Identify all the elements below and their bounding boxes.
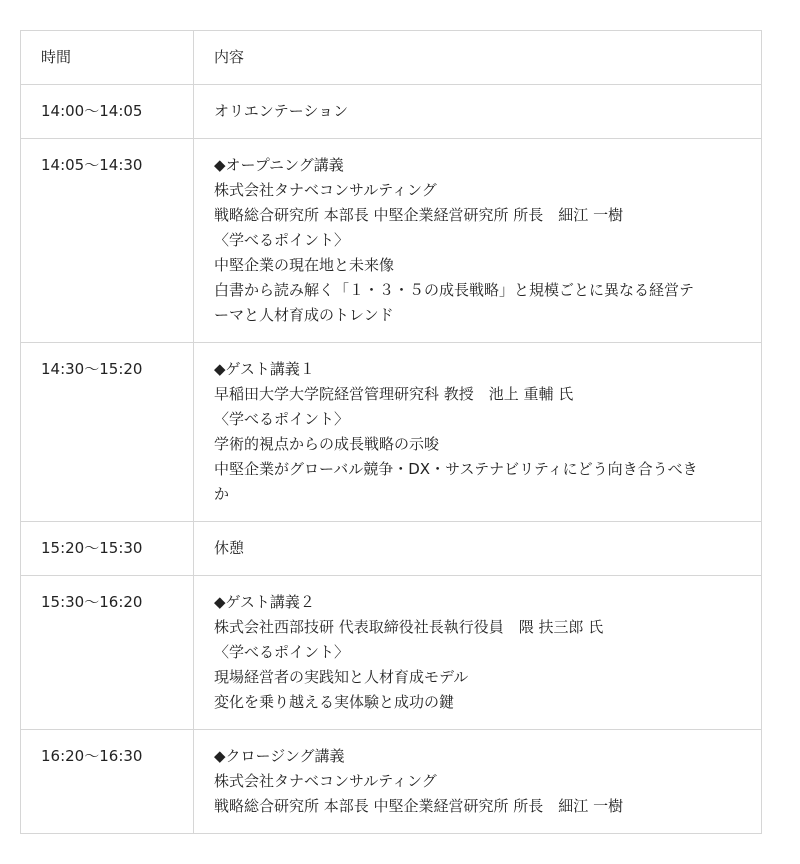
content-line: 現場経営者の実践知と人材育成モデル: [214, 668, 469, 686]
content-line: ーマと人材育成のトレンド: [214, 306, 394, 324]
content-cell: [194, 139, 762, 343]
content-line: 変化を乗り越える実体験と成功の鍵: [214, 693, 455, 711]
header-time: 時間: [21, 31, 194, 85]
content-cell: [194, 85, 762, 139]
header-content: 内容: [194, 31, 762, 85]
content-cell: [194, 576, 762, 730]
content-line: 戦略総合研究所 本部長 中堅企業経営研究所 所長 細江 一樹: [214, 797, 624, 815]
content-line: 株式会社タナベコンサルティング: [214, 181, 437, 199]
content-line: 〈学べるポイント〉: [214, 231, 350, 249]
table-row: [21, 343, 762, 522]
content-line: か: [214, 485, 230, 503]
content-line: ◆クロージング講義: [214, 747, 345, 765]
content-line: 早稲田大学大学院経営管理研究科 教授 池上 重輔 氏: [214, 385, 574, 403]
content-line: オリエンテーション: [214, 102, 349, 120]
table-header-row: [21, 31, 762, 85]
table-row: [21, 522, 762, 576]
schedule-table: [20, 30, 762, 834]
content-line: 〈学べるポイント〉: [214, 410, 350, 428]
content-line: 中堅企業の現在地と未来像: [214, 256, 395, 274]
time-cell: 15:20〜15:30: [21, 522, 194, 576]
content-line: ◆オープニング講義: [214, 156, 344, 174]
content-line: 〈学べるポイント〉: [214, 643, 350, 661]
schedule-body: [21, 31, 762, 834]
content-cell: [194, 522, 762, 576]
content-line: 学術的視点からの成長戦略の示唆: [214, 435, 440, 453]
content-line: 白書から読み解く「１・３・５の成長戦略」と規模ごとに異なる経営テ: [214, 281, 695, 299]
content-line: 中堅企業がグローバル競争・DX・サステナビリティにどう向き合うべき: [214, 460, 698, 478]
time-cell: 15:30〜16:20: [21, 576, 194, 730]
content-line: 戦略総合研究所 本部長 中堅企業経営研究所 所長 細江 一樹: [214, 206, 624, 224]
content-line: 株式会社タナベコンサルティング: [214, 772, 437, 790]
content-line: 株式会社西部技研 代表取締役社長執行役員 隈 扶三郎 氏: [214, 618, 604, 636]
content-line: 休憩: [214, 539, 245, 557]
content-cell: [194, 343, 762, 522]
table-row: [21, 730, 762, 834]
table-row: [21, 85, 762, 139]
time-cell: 14:00〜14:05: [21, 85, 194, 139]
time-cell: 14:30〜15:20: [21, 343, 194, 522]
content-line: ◆ゲスト講義１: [214, 360, 315, 378]
time-cell: 16:20〜16:30: [21, 730, 194, 834]
content-line: ◆ゲスト講義２: [214, 593, 315, 611]
table-row: [21, 139, 762, 343]
time-cell: 14:05〜14:30: [21, 139, 194, 343]
content-cell: [194, 730, 762, 834]
table-row: [21, 576, 762, 730]
